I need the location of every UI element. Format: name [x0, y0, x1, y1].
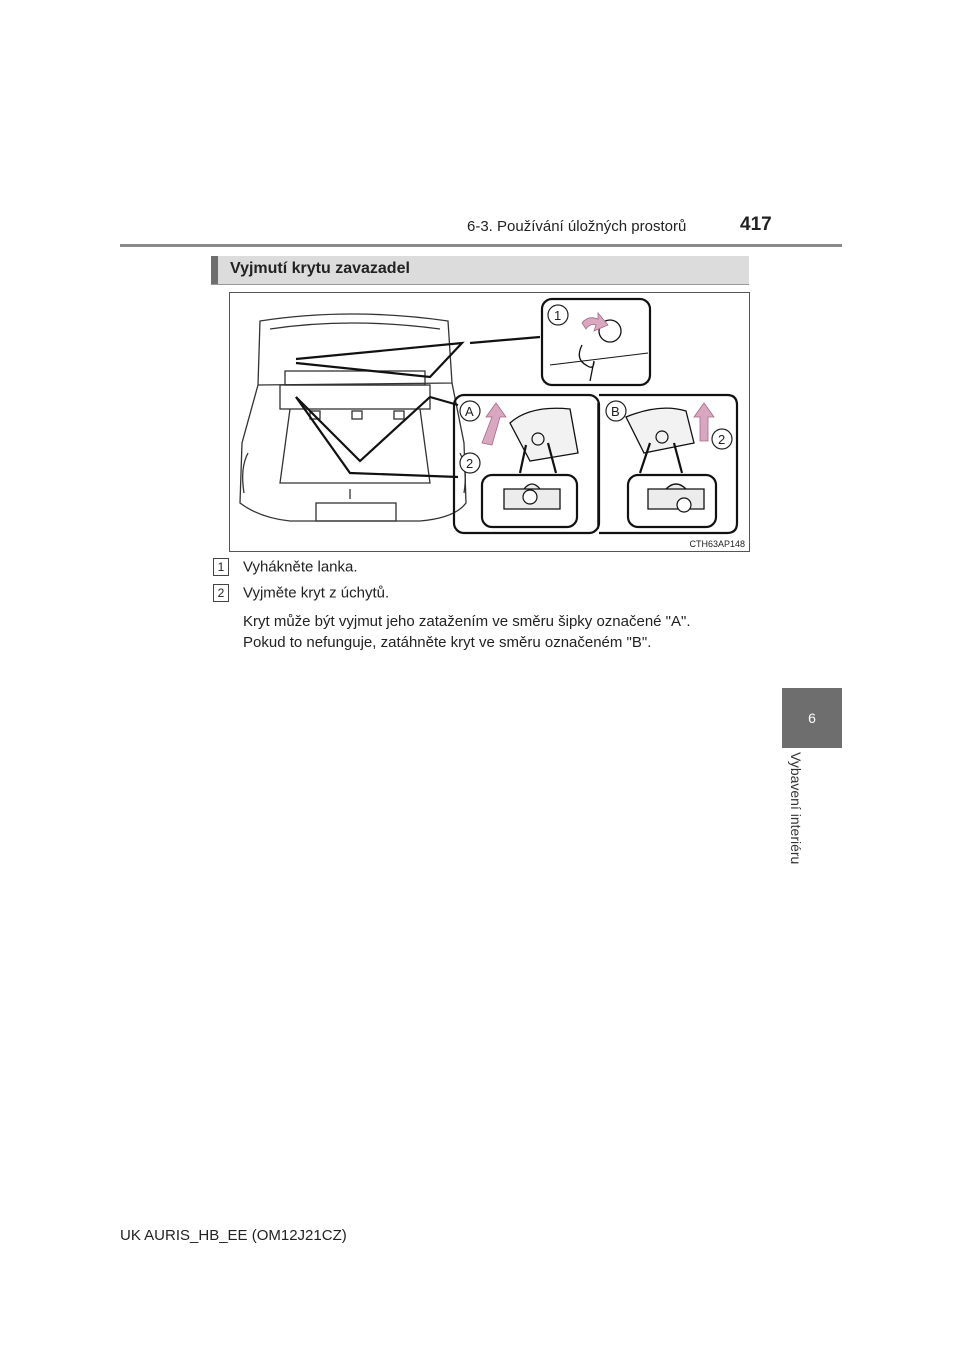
page-number: 417 — [740, 214, 772, 235]
header-rule — [120, 244, 842, 247]
step-2 — [213, 584, 389, 602]
step-1 — [213, 558, 358, 576]
note-line-1: Kryt může být vyjmut jeho zatažením ve směru šipky označené "A". — [243, 613, 691, 630]
callout-1: 1 — [554, 308, 562, 323]
footer-model-code: UK AURIS_HB_EE (OM12J21CZ) — [120, 1227, 347, 1244]
luggage-cover-illustration — [229, 292, 750, 552]
pointer-lines — [296, 337, 540, 477]
section-heading-rule — [211, 284, 749, 285]
callout-b: B — [611, 404, 620, 419]
chapter-tab — [782, 688, 842, 748]
step-2-marker: 2 — [213, 584, 229, 602]
arrow-1 — [582, 313, 608, 331]
section-heading — [211, 256, 749, 284]
callout-a: A — [465, 404, 474, 419]
header-title: 6-3. Používání úložných prostorů — [467, 218, 687, 235]
illustration-svg — [230, 293, 749, 551]
arrow-b — [694, 403, 714, 441]
chapter-label-wrap — [784, 752, 808, 932]
callout-2-left: 2 — [466, 456, 474, 471]
arrow-a — [482, 403, 506, 445]
note-line-2: Pokud to nefunguje, zatáhněte kryt ve směru označeném "B". — [243, 634, 652, 651]
step-1-text: Vyhákněte lanka. — [243, 558, 358, 576]
chapter-label: Vybavení interiéru — [788, 752, 804, 865]
callout-2-right: 2 — [718, 432, 726, 447]
step-1-marker: 1 — [213, 558, 229, 576]
step-2-text: Vyjměte kryt z úchytů. — [243, 584, 390, 602]
section-heading-text: Vyjmutí krytu zavazadel — [230, 260, 410, 277]
chapter-number: 6 — [808, 710, 816, 726]
figure-code: CTH63AP148 — [689, 539, 745, 549]
